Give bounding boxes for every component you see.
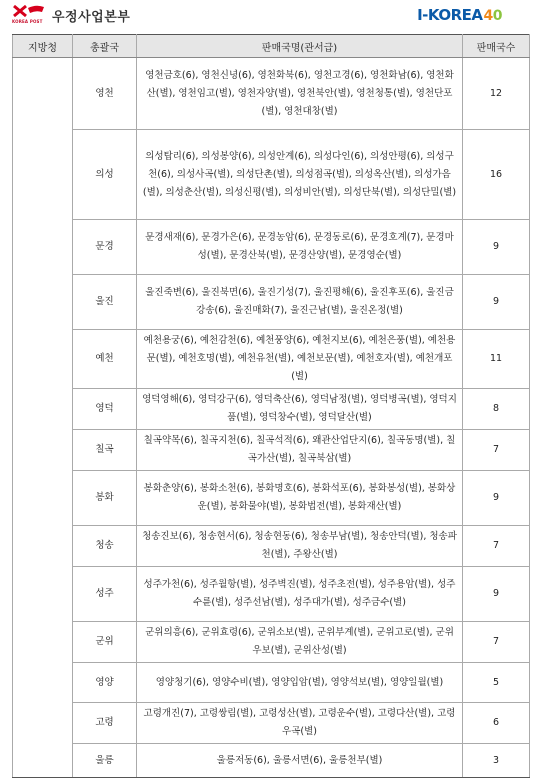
offices-cell: 울진죽변(6), 울진북면(6), 울진기성(7), 울진평해(6), 울진후포(6), 울진금강송(6), 울진매화(7), 울진근남(별), 울진온정(별) (137, 275, 463, 330)
table-row (13, 622, 530, 663)
count-cell: 6 (463, 703, 530, 744)
hq-cell: 고령 (73, 703, 137, 744)
hq-cell: 칠곡 (73, 430, 137, 471)
offices-cell: 칠곡약목(6), 칠곡지천(6), 칠곡석적(6), 왜관산업단지(6), 칠곡동명(별), 칠곡가산(별), 칠곡북삼(별) (137, 430, 463, 471)
offices-cell: 울릉저동(6), 울릉서면(6), 울릉천부(별) (137, 744, 463, 778)
table-row (13, 663, 530, 703)
offices-cell: 군위의흥(6), 군위효령(6), 군위소보(별), 군위부계(별), 군위고로(별), 군위우보(별), 군위산성(별) (137, 622, 463, 663)
offices-cell: 영천금호(6), 영천신녕(6), 영천화북(6), 영천고경(6), 영천화남(6), 영천화산(별), 영천임고(별), 영천자양(별), 영천북안(별), 영천청통(별), 영천단포(별), 영천대창(별) (137, 58, 463, 130)
hq-cell: 울진 (73, 275, 137, 330)
count-cell: 9 (463, 567, 530, 622)
korea-post-sub-label: KOREA POST (12, 19, 43, 24)
offices-cell: 영덕영해(6), 영덕강구(6), 영덕축산(6), 영덕남정(별), 영덕병곡(별), 영덕지품(별), 영덕창수(별), 영덕달산(별) (137, 389, 463, 430)
korea-post-logo (12, 4, 130, 28)
offices-cell: 예천용궁(6), 예천감천(6), 예천풍양(6), 예천지보(6), 예천은풍(별), 예천용문(별), 예천호명(별), 예천유천(별), 예천보문(별), 예천호자(별), 예천개포(별) (137, 330, 463, 389)
hq-cell: 청송 (73, 526, 137, 567)
column-header-hq: 총괄국 (73, 35, 137, 58)
hq-cell: 봉화 (73, 471, 137, 526)
offices-cell: 봉화춘양(6), 봉화소천(6), 봉화명호(6), 봉화석포(6), 봉화봉성(별), 봉화상운(별), 봉화물야(별), 봉화법전(별), 봉화재산(별) (137, 471, 463, 526)
hq-cell: 영양 (73, 663, 137, 703)
count-cell: 7 (463, 526, 530, 567)
offices-cell: 문경새재(6), 문경가은(6), 문경농암(6), 문경동로(6), 문경호계(7), 문경마성(별), 문경산북(별), 문경산양(별), 문경영순(별) (137, 220, 463, 275)
hq-cell: 영천 (73, 58, 137, 130)
table-row (13, 526, 530, 567)
count-cell: 9 (463, 220, 530, 275)
count-cell: 12 (463, 58, 530, 130)
hq-cell: 울릉 (73, 744, 137, 778)
offices-cell: 성주가천(6), 성주월항(별), 성주벽진(별), 성주초전(별), 성주용암(별), 성주수륜(별), 성주선남(별), 성주대가(별), 성주금수(별) (137, 567, 463, 622)
hq-cell: 예천 (73, 330, 137, 389)
table-row (13, 430, 530, 471)
count-cell: 5 (463, 663, 530, 703)
count-cell: 3 (463, 744, 530, 778)
i-korea-logo (417, 6, 502, 24)
column-header-offices: 판매국명(관서급) (137, 35, 463, 58)
table-row (13, 567, 530, 622)
offices-cell: 영양청기(6), 영양수비(별), 영양입암(별), 영양석보(별), 영양일월(별) (137, 663, 463, 703)
hq-cell: 성주 (73, 567, 137, 622)
offices-cell: 의성탑리(6), 의성봉양(6), 의성안계(6), 의성다인(6), 의성안평(6), 의성구천(6), 의성사곡(별), 의성단촌(별), 의성점곡(별), 의성옥산(별), 의성가음(별), 의성춘산(별), 의성신평(별), 의성비안(별), 의성단북(별), 의성단밀(별) (137, 130, 463, 220)
page-header (0, 0, 540, 32)
hq-cell: 영덕 (73, 389, 137, 430)
count-cell: 7 (463, 622, 530, 663)
korea-post-mark-icon (12, 4, 48, 28)
i-korea-version-a: 4 (483, 8, 493, 24)
column-header-region: 지방청 (13, 35, 73, 58)
count-cell: 8 (463, 389, 530, 430)
table-row (13, 703, 530, 744)
table-row (13, 330, 530, 389)
table-row (13, 389, 530, 430)
count-cell: 11 (463, 330, 530, 389)
column-header-count: 판매국수 (463, 35, 530, 58)
table-row (13, 471, 530, 526)
count-cell: 7 (463, 430, 530, 471)
table-row (13, 220, 530, 275)
count-cell: 9 (463, 471, 530, 526)
org-name: 우정사업본부 (52, 10, 131, 25)
offices-cell: 청송진보(6), 청송현서(6), 청송현동(6), 청송부남(별), 청송안덕(별), 청송파천(별), 주왕산(별) (137, 526, 463, 567)
table-row (13, 130, 530, 220)
i-korea-logo-text: I-KOREA (417, 6, 483, 24)
offices-cell: 고령개진(7), 고령쌍림(별), 고령성산(별), 고령운수(별), 고령다산(별), 고령우곡(별) (137, 703, 463, 744)
table-header-row (13, 35, 530, 58)
hq-cell: 문경 (73, 220, 137, 275)
hq-cell: 군위 (73, 622, 137, 663)
i-korea-version-b: 0 (492, 8, 502, 24)
hq-cell: 의성 (73, 130, 137, 220)
count-cell: 16 (463, 130, 530, 220)
sales-office-table (12, 34, 530, 778)
table-row (13, 58, 530, 130)
count-cell: 9 (463, 275, 530, 330)
table-row (13, 275, 530, 330)
region-cell (13, 58, 73, 778)
